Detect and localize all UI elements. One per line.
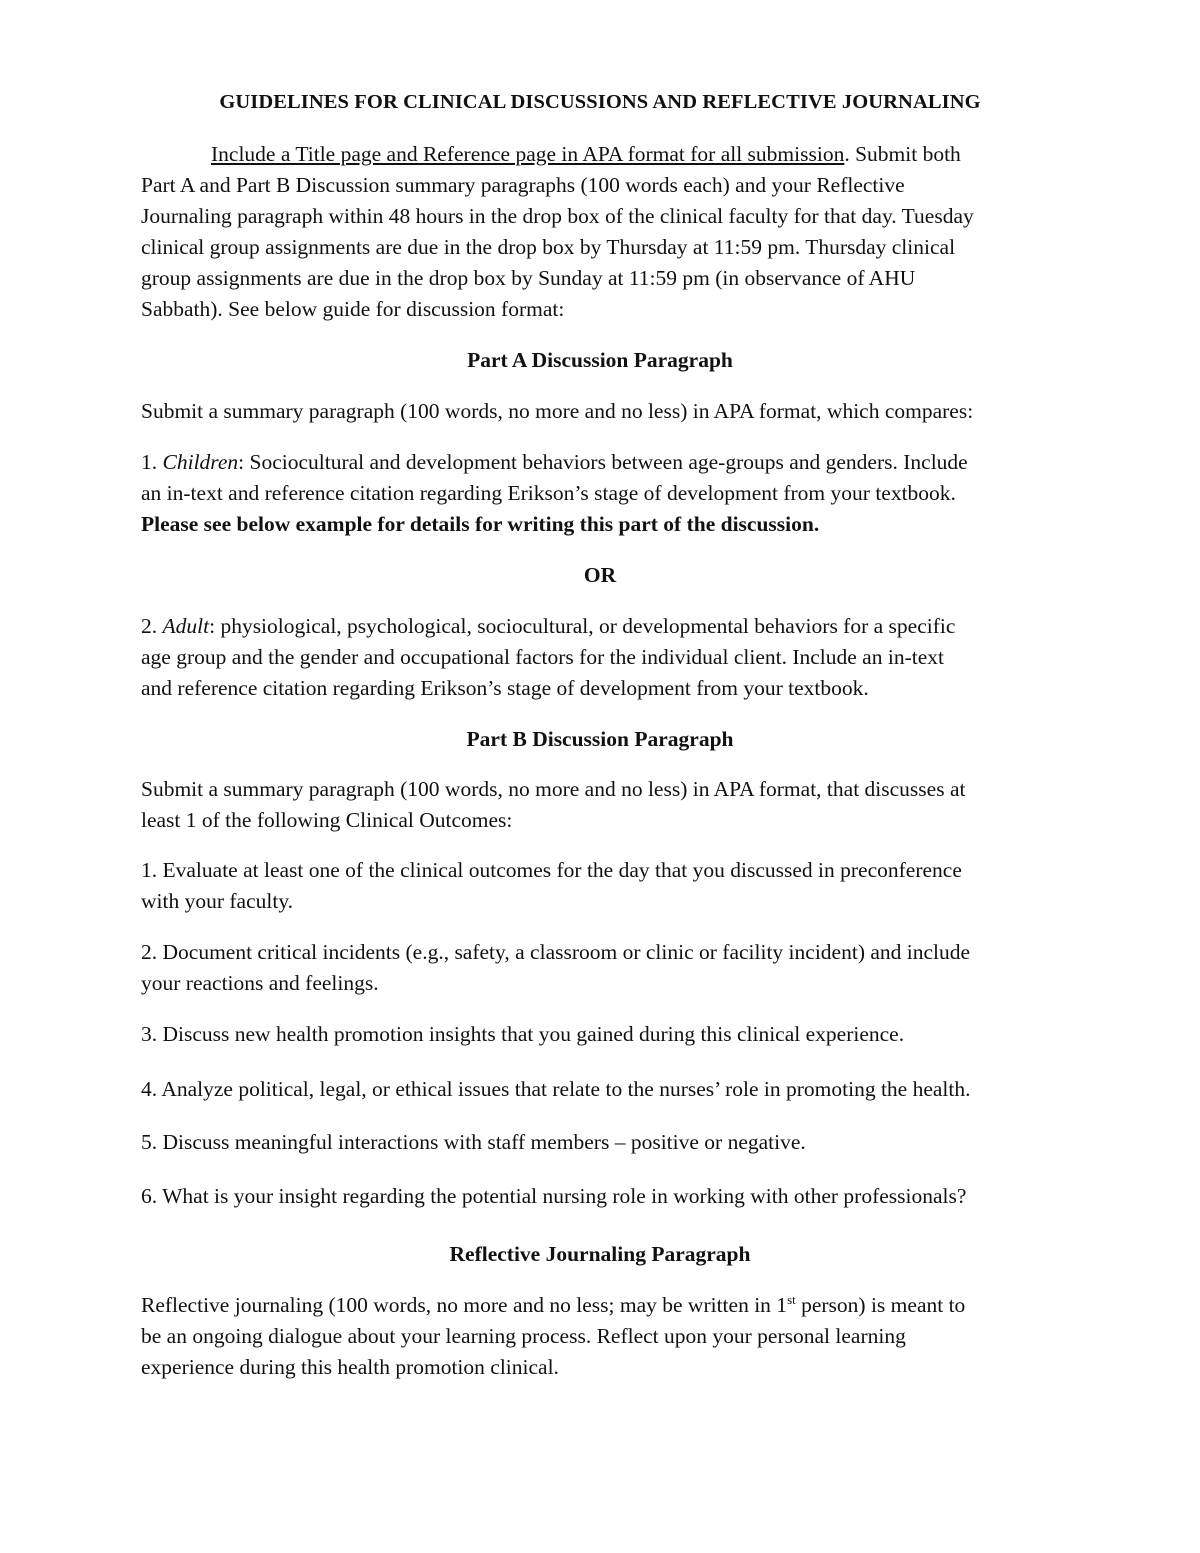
document-title: GUIDELINES FOR CLINICAL DISCUSSIONS AND REFLECTIVE JOURNALING bbox=[219, 91, 981, 113]
part-b-heading: Part B Discussion Paragraph bbox=[466, 727, 734, 751]
outcome-5: 5. Discuss meaningful interactions with staff members – positive or negative. bbox=[141, 1130, 806, 1154]
part-a-bold-note: Please see below example for details for writing this part of the discussion. bbox=[141, 512, 820, 536]
superscript-st: st bbox=[787, 1292, 796, 1307]
outcome-6: 6. What is your insight regarding the potential nursing role in working with other professionals? bbox=[141, 1184, 967, 1208]
reflective-heading: Reflective Journaling Paragraph bbox=[449, 1242, 751, 1266]
or-separator: OR bbox=[583, 563, 617, 587]
reflective-line-1: Reflective journaling (100 words, no more and no less; may be written in 1st person) is meant to bbox=[141, 1292, 966, 1317]
outcome-1-line-2: with your faculty. bbox=[141, 889, 294, 913]
reflective-line-3: experience during this health promotion clinical. bbox=[141, 1355, 559, 1379]
outcome-2-line-1: 2. Document critical incidents (e.g., safety, a classroom or clinic or facility incident) and include bbox=[141, 940, 971, 964]
intro-line-5: group assignments are due in the drop box by Sunday at 11:59 pm (in observance of AHU bbox=[141, 266, 916, 290]
intro-line-6: Sabbath). See below guide for discussion format: bbox=[141, 297, 565, 321]
part-a-summary: Submit a summary paragraph (100 words, no more and no less) in APA format, which compares: bbox=[141, 399, 974, 423]
adult-label: Adult bbox=[162, 614, 210, 638]
part-a-heading: Part A Discussion Paragraph bbox=[467, 348, 733, 372]
outcome-4: 4. Analyze political, legal, or ethical issues that relate to the nurses’ role in promoting the health. bbox=[141, 1077, 971, 1101]
reflective-line-2: be an ongoing dialogue about your learning process. Reflect upon your personal learning bbox=[141, 1324, 906, 1348]
part-a-item-2-line-2: age group and the gender and occupational factors for the individual client. Include an in-text bbox=[141, 645, 944, 669]
part-a-item-1-line-2: an in-text and reference citation regarding Erikson’s stage of development from your textbook. bbox=[141, 481, 956, 505]
intro-line-4: clinical group assignments are due in the drop box by Thursday at 11:59 pm. Thursday clinical bbox=[141, 235, 956, 259]
intro-underlined-text: Include a Title page and Reference page in APA format for all submission bbox=[211, 142, 845, 166]
outcome-1-line-1: 1. Evaluate at least one of the clinical outcomes for the day that you discussed in preconference bbox=[141, 858, 962, 882]
intro-line-2: Part A and Part B Discussion summary paragraphs (100 words each) and your Reflective bbox=[141, 173, 905, 197]
part-b-summary-line-2: least 1 of the following Clinical Outcomes: bbox=[141, 808, 513, 832]
intro-line-1: Include a Title page and Reference page in APA format for all submission. Submit both bbox=[211, 142, 961, 166]
part-a-item-1-line-1: 1. Children: Sociocultural and development behaviors between age-groups and genders. Include bbox=[141, 450, 968, 474]
part-b-summary-line-1: Submit a summary paragraph (100 words, no more and no less) in APA format, that discusses at bbox=[141, 777, 966, 801]
children-label: Children bbox=[162, 450, 239, 474]
outcome-3: 3. Discuss new health promotion insights that you gained during this clinical experience. bbox=[141, 1022, 905, 1046]
part-a-item-2-line-3: and reference citation regarding Erikson’s stage of development from your textbook. bbox=[141, 676, 869, 700]
intro-line-3: Journaling paragraph within 48 hours in the drop box of the clinical faculty for that day. Tuesday bbox=[141, 204, 974, 228]
outcome-2-line-2: your reactions and feelings. bbox=[141, 971, 379, 995]
part-a-item-2-line-1: 2. Adult: physiological, psychological, sociocultural, or developmental behaviors for a specific bbox=[141, 614, 956, 638]
